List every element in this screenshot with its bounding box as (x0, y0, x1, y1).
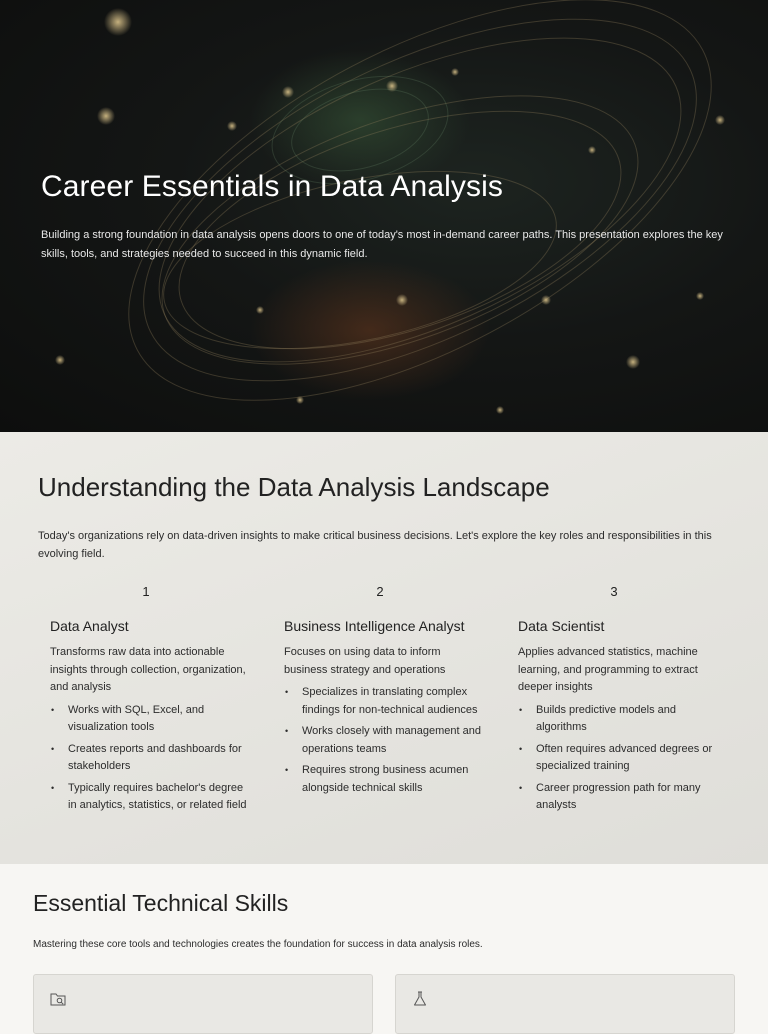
role-number: 2 (376, 584, 384, 599)
role-column-data-scientist (518, 584, 716, 819)
role-bullet-list (284, 684, 482, 797)
bullet-icon: • (285, 726, 289, 736)
hero-section (0, 0, 768, 432)
landscape-subtitle: Today's organizations rely on data-driven insights to make critical business decisions. Let's explore the key roles and responsibilities in this evolving field. (38, 530, 712, 560)
role-description: Applies advanced statistics, machine learning, and programming to extract deeper insights (518, 646, 698, 693)
bullet-icon: • (285, 765, 289, 775)
list-item: • Often requires advanced degrees or specialized training (519, 742, 713, 772)
hero-subtitle: Building a strong foundation in data analysis opens doors to one of today's most in-demand career paths. This presentation explores the key skills, tools, and strategies needed to succeed in this dynamic field. (41, 229, 723, 260)
list-item: • Specializes in translating complex findings for non-technical audiences (285, 686, 478, 716)
list-item: • Works closely with management and operations teams (285, 725, 481, 755)
list-item: • Career progression path for many analysts (519, 781, 701, 811)
flask-icon (411, 990, 429, 1008)
role-number: 1 (142, 584, 150, 599)
role-bullet-list (518, 702, 716, 815)
hero-title: Career Essentials in Data Analysis (41, 170, 503, 203)
role-title: Business Intelligence Analyst (284, 618, 465, 634)
skills-subtitle: Mastering these core tools and technologies creates the foundation for success in data analysis roles. (33, 939, 483, 950)
folder-search-icon (49, 990, 67, 1008)
bullet-icon: • (51, 704, 55, 715)
role-title: Data Scientist (518, 618, 605, 634)
list-item: • Typically requires bachelor's degree in analytics, statistics, or related field (51, 781, 247, 811)
role-column-data-analyst (50, 584, 248, 819)
bullet-icon: • (519, 782, 523, 793)
list-item: • Works with SQL, Excel, and visualization tools (51, 703, 205, 733)
bullet-icon: • (51, 743, 55, 754)
role-number: 3 (610, 584, 618, 599)
role-description: Transforms raw data into actionable insights through collection, organization, and analysis (50, 646, 246, 693)
role-description: Focuses on using data to inform business strategy and operations (284, 646, 446, 676)
bullet-icon: • (51, 782, 55, 793)
bullet-icon: • (519, 704, 523, 715)
skills-title: Essential Technical Skills (33, 890, 289, 916)
skill-card (395, 974, 735, 1034)
landscape-title: Understanding the Data Analysis Landscape (38, 472, 550, 502)
list-item: • Creates reports and dashboards for stakeholders (51, 742, 242, 772)
role-column-bi-analyst (284, 584, 482, 801)
skill-card (33, 974, 373, 1034)
role-bullet-list (50, 702, 248, 815)
list-item: • Builds predictive models and algorithms (519, 703, 677, 733)
galaxy-background (0, 0, 768, 432)
bullet-icon: • (285, 687, 289, 697)
role-title: Data Analyst (50, 618, 129, 634)
list-item: • Requires strong business acumen alongside technical skills (285, 764, 469, 794)
bullet-icon: • (519, 743, 523, 754)
